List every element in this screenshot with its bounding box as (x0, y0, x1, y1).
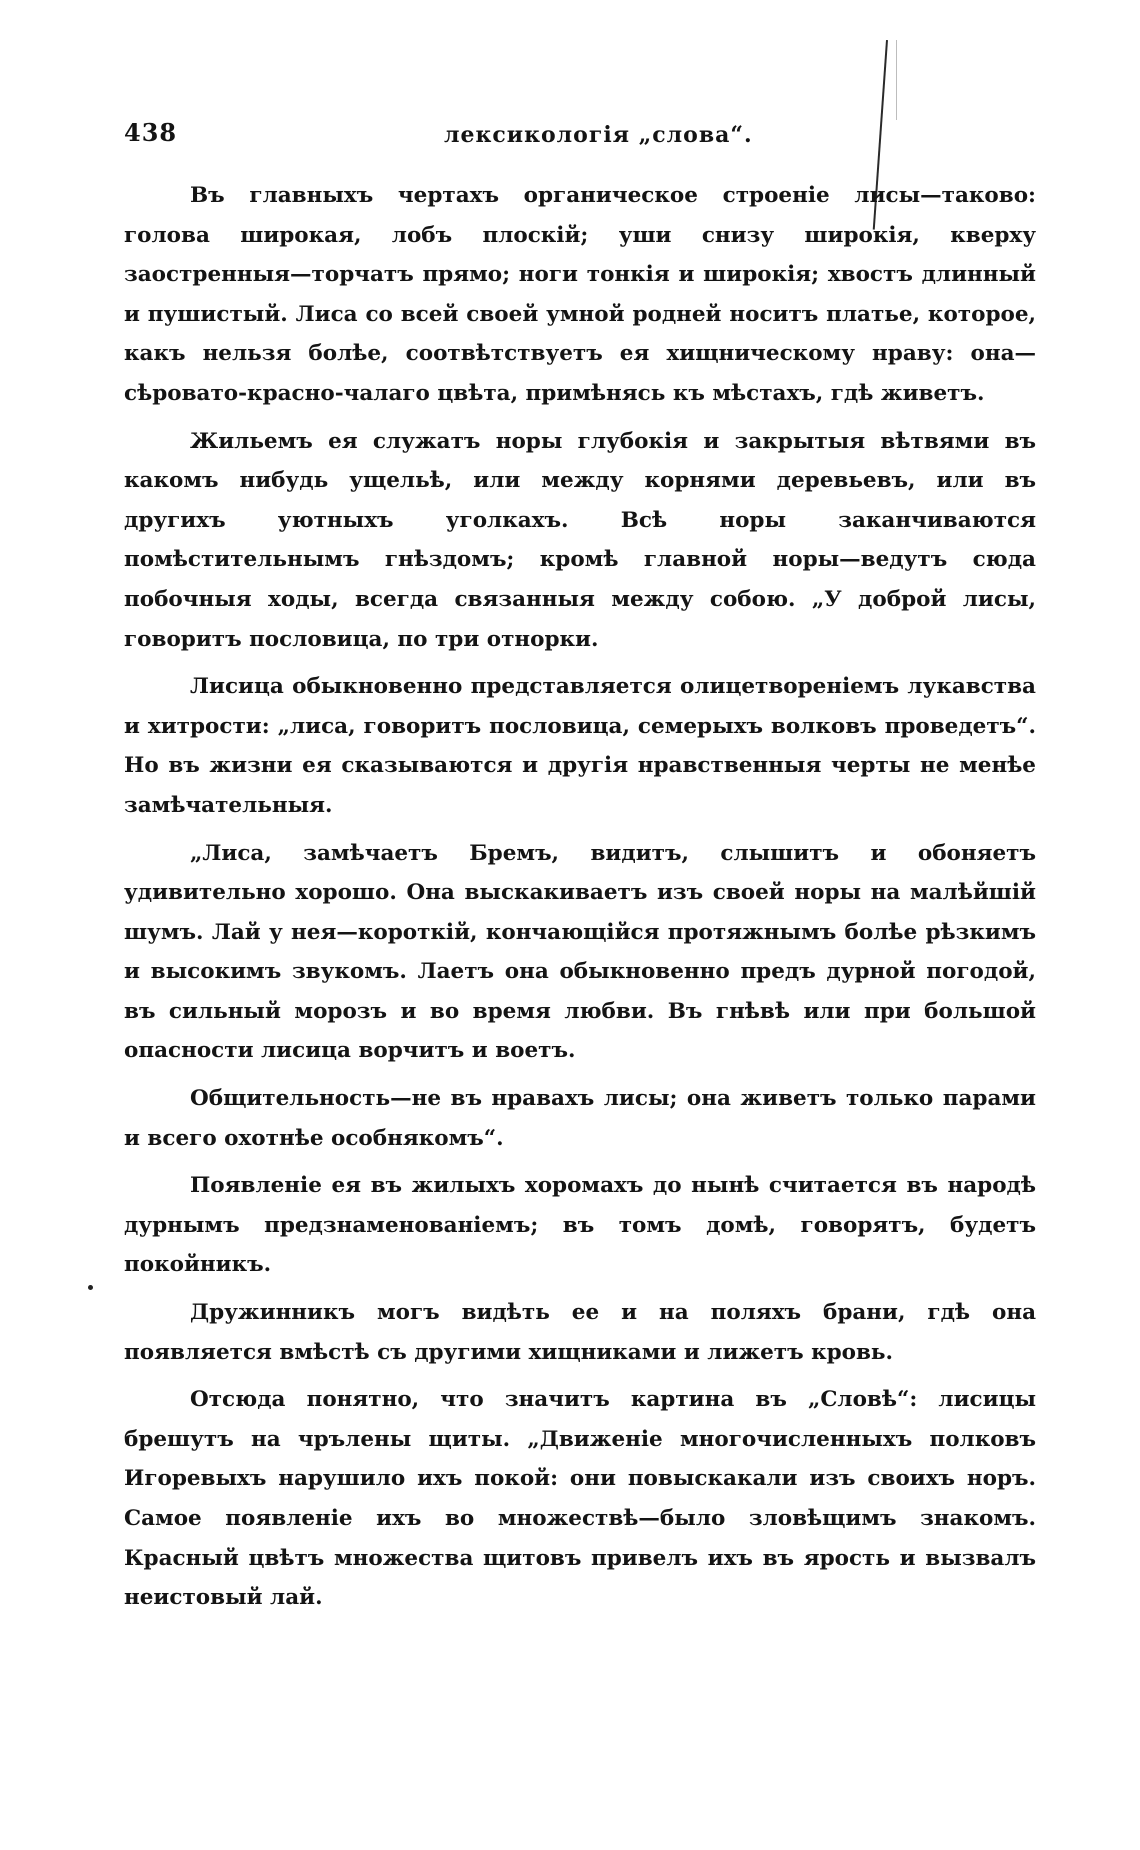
running-title: лексикологія „слова“. (444, 122, 753, 148)
paragraph: Отсюда понятно, что значитъ картина въ „Словѣ“: лисицы брешутъ на чрълены щиты. „Движеніе многочисленныхъ полковъ Игоревыхъ нарушило ихъ покой: они повыскакали изъ своихъ норъ. Самое появленіе ихъ во множествѣ—было зловѣщимъ знакомъ. Красный цвѣтъ множества щитовъ привелъ ихъ въ ярость и вызвалъ неистовый лай. (124, 1387, 1036, 1611)
body-text (124, 176, 1036, 1626)
paragraph: Общительность—не въ нравахъ лисы; она живетъ только парами и всего охотнѣе особнякомъ“. (124, 1086, 1036, 1151)
paragraph: „Лиса, замѣчаетъ Бремъ, видитъ, слышитъ и обоняетъ удивительно хорошо. Она выскакиваетъ изъ своей норы на малѣйшій шумъ. Лай у нея—короткій, кончающійся протяжнымъ болѣе рѣзкимъ и высокимъ звукомъ. Лаетъ она обыкновенно предъ дурной погодой, въ сильный морозъ и во время любви. Въ гнѣвѣ или при большой опасности лисица ворчитъ и воетъ. (124, 840, 1036, 1064)
page-number: 438 (124, 118, 178, 147)
paragraph: Въ главныхъ чертахъ органическое строеніе лисы—таково: голова широкая, лобъ плоскій; уши снизу широкія, кверху заостренныя—торчатъ прямо; ноги тонкія и широкія; хвостъ длинный и пушистый. Лиса со всей своей умной родней носитъ платье, которое, какъ нельзя болѣе, соотвѣтствуетъ ея хищническому нраву: она—сѣровато-красно-чалаго цвѣта, примѣнясь къ мѣстахъ, гдѣ живетъ. (124, 183, 1036, 406)
paragraph: Лисица обыкновенно представляется олицетвореніемъ лукавства и хитрости: „лиса, говоритъ пословица, семерыхъ волковъ проведетъ“. Но въ жизни ея сказываются и другія нравственныя черты не менѣе замѣчательныя. (124, 674, 1036, 818)
paragraph: Появленіе ея въ жилыхъ хоромахъ до нынѣ считается въ народѣ дурнымъ предзнаменованіемъ; въ томъ домѣ, говорятъ, будетъ покойникъ. (124, 1173, 1036, 1278)
paragraph: Дружинникъ могъ видѣть ее и на поляхъ брани, гдѣ она появляется вмѣстѣ съ другими хищниками и лижетъ кровь. (124, 1300, 1036, 1365)
page-header (124, 118, 1038, 158)
paragraph: Жильемъ ея служатъ норы глубокія и закрытыя вѣтвями въ какомъ нибудь ущельѣ, или между корнями деревьевъ, или въ другихъ уютныхъ уголкахъ. Всѣ норы заканчиваются помѣстительнымъ гнѣздомъ; кромѣ главной норы—ведутъ сюда побочныя ходы, всегда связанныя между собою. „У доброй лисы, говоритъ пословица, по три отнорки. (124, 428, 1036, 652)
margin-faint-line (896, 40, 897, 120)
margin-dot (88, 1285, 93, 1290)
